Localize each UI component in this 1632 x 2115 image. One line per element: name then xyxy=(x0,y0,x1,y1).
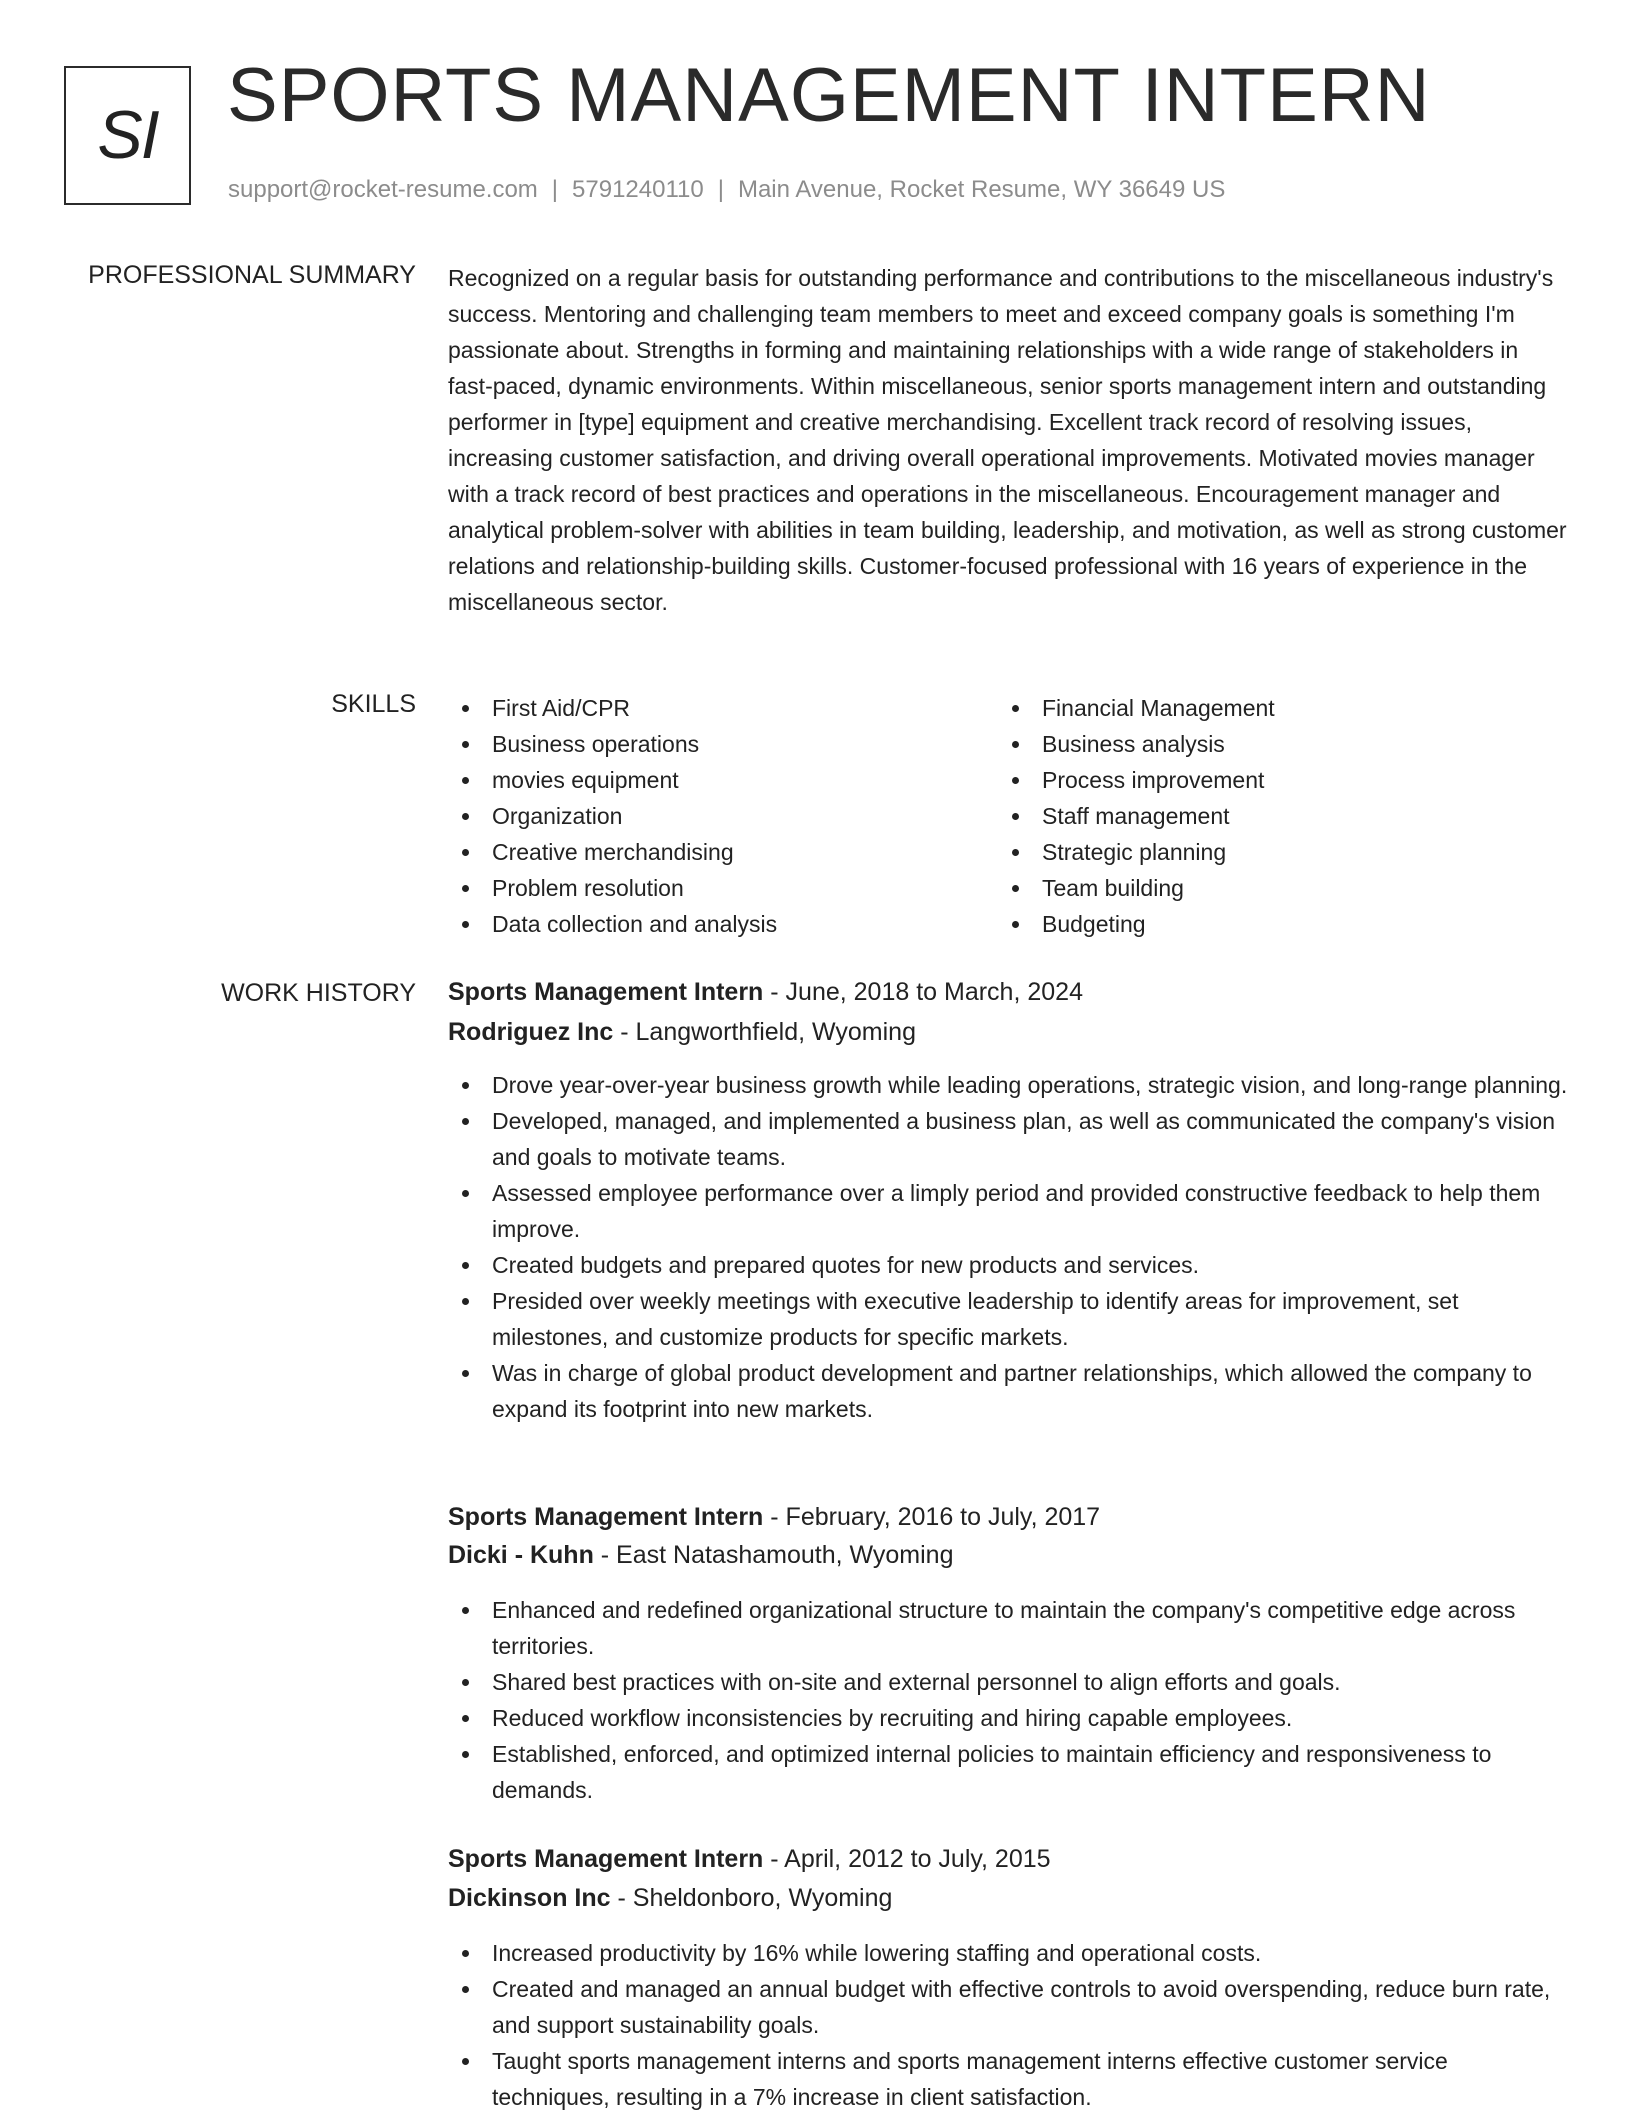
skill-item: Budgeting xyxy=(998,906,1275,942)
job-bullet: Shared best practices with on-site and external personnel to align efforts and goals. xyxy=(448,1664,1568,1700)
contact-line xyxy=(228,176,1225,204)
section-label-skills: SKILLS xyxy=(331,690,416,718)
skill-item: Data collection and analysis xyxy=(448,906,777,942)
contact-phone[interactable]: 5791240110 xyxy=(572,176,704,203)
section-label-work-history: WORK HISTORY xyxy=(221,979,416,1007)
contact-separator: | xyxy=(717,176,724,203)
job-title: Sports Management Intern xyxy=(448,978,764,1006)
skill-item: Creative merchandising xyxy=(448,834,777,870)
skills-list-left xyxy=(448,690,777,942)
job-bullet: Presided over weekly meetings with executive leadership to identify areas for improvement, set milestones, and customize products for specific markets. xyxy=(448,1283,1568,1355)
job-title: Sports Management Intern xyxy=(448,1503,764,1531)
contact-email[interactable]: support@rocket-resume.com xyxy=(228,176,538,203)
skill-item: Process improvement xyxy=(998,762,1275,798)
resume-title: SPORTS MANAGEMENT INTERN xyxy=(227,53,1431,138)
job-company-line xyxy=(448,1884,892,1913)
job-bullet: Taught sports management interns and sports management interns effective customer service techniques, resulting in a 7% increase in client satisfaction. xyxy=(448,2043,1568,2115)
job-company-line xyxy=(448,1541,954,1570)
job-dates: - June, 2018 to March, 2024 xyxy=(763,978,1083,1006)
skill-item: Business analysis xyxy=(998,726,1275,762)
job-bullet: Drove year-over-year business growth while leading operations, strategic vision, and long-range planning. xyxy=(448,1067,1568,1103)
job-bullet-list xyxy=(448,1592,1568,1808)
job-bullet: Reduced workflow inconsistencies by recruiting and hiring capable employees. xyxy=(448,1700,1568,1736)
skills-list-right xyxy=(998,690,1275,942)
job-bullet: Was in charge of global product development and partner relationships, which allowed the company to expand its footprint into new markets. xyxy=(448,1355,1568,1427)
monogram-box xyxy=(64,66,191,205)
job-bullet: Created and managed an annual budget with effective controls to avoid overspending, reduce burn rate, and support sustainability goals. xyxy=(448,1971,1568,2043)
job-location: - East Natashamouth, Wyoming xyxy=(593,1541,954,1569)
job-bullet: Increased productivity by 16% while lowering staffing and operational costs. xyxy=(448,1935,1568,1971)
monogram-initials: SI xyxy=(97,96,158,173)
skill-item: Business operations xyxy=(448,726,777,762)
skill-item: Staff management xyxy=(998,798,1275,834)
skill-item: Financial Management xyxy=(998,690,1275,726)
job-title: Sports Management Intern xyxy=(448,1845,764,1873)
job-company-line xyxy=(448,1018,916,1047)
job-bullet-list xyxy=(448,1067,1568,1427)
job-dates: - April, 2012 to July, 2015 xyxy=(763,1845,1051,1873)
job-bullet: Enhanced and redefined organizational structure to maintain the company's competitive edge across territories. xyxy=(448,1592,1568,1664)
job-title-line xyxy=(448,1845,1051,1874)
job-dates: - February, 2016 to July, 2017 xyxy=(763,1503,1101,1531)
job-title-line xyxy=(448,1503,1100,1532)
job-bullet: Created budgets and prepared quotes for new products and services. xyxy=(448,1247,1568,1283)
job-title-line xyxy=(448,978,1083,1007)
job-company: Dickinson Inc xyxy=(448,1884,611,1912)
skill-item: First Aid/CPR xyxy=(448,690,777,726)
job-company: Dicki - Kuhn xyxy=(448,1541,594,1569)
contact-separator: | xyxy=(551,176,559,203)
job-location: - Langworthfield, Wyoming xyxy=(613,1018,916,1046)
contact-address: Main Avenue, Rocket Resume, WY 36649 US xyxy=(737,176,1226,203)
summary-text: Recognized on a regular basis for outstanding performance and contributions to the miscellaneous industry's success. Mentoring and challenging team members to meet and exceed company goals is something I'm passionate about. Strengths in forming and maintaining relationships with a wide range of stakeholders in fast-paced, dynamic environments. Within miscellaneous, senior sports management intern and outstanding performer in [type] equipment and creative merchandising. Excellent track record of resolving issues, increasing customer satisfaction, and driving overall operational improvements. Motivated movies manager with a track record of best practices and operations in the miscellaneous. Encouragement manager and analytical problem-solver with abilities in team building, leadership, and motivation, as well as strong customer relations and relationship-building skills. Customer-focused professional with 16 years of experience in the miscellaneous sector. xyxy=(448,265,1567,615)
job-bullet: Established, enforced, and optimized internal policies to maintain efficiency and responsiveness to demands. xyxy=(448,1736,1568,1808)
skill-item: Problem resolution xyxy=(448,870,777,906)
skill-item: Organization xyxy=(448,798,777,834)
job-bullet: Developed, managed, and implemented a business plan, as well as communicated the company's vision and goals to motivate teams. xyxy=(448,1103,1568,1175)
job-bullet: Assessed employee performance over a limply period and provided constructive feedback to help them improve. xyxy=(448,1175,1568,1247)
job-bullet-list xyxy=(448,1935,1568,2115)
section-label-summary: PROFESSIONAL SUMMARY xyxy=(88,261,416,289)
skill-item: Team building xyxy=(998,870,1275,906)
skill-item: movies equipment xyxy=(448,762,777,798)
skill-item: Strategic planning xyxy=(998,834,1275,870)
job-company: Rodriguez Inc xyxy=(448,1018,614,1046)
job-location: - Sheldonboro, Wyoming xyxy=(610,1884,893,1912)
